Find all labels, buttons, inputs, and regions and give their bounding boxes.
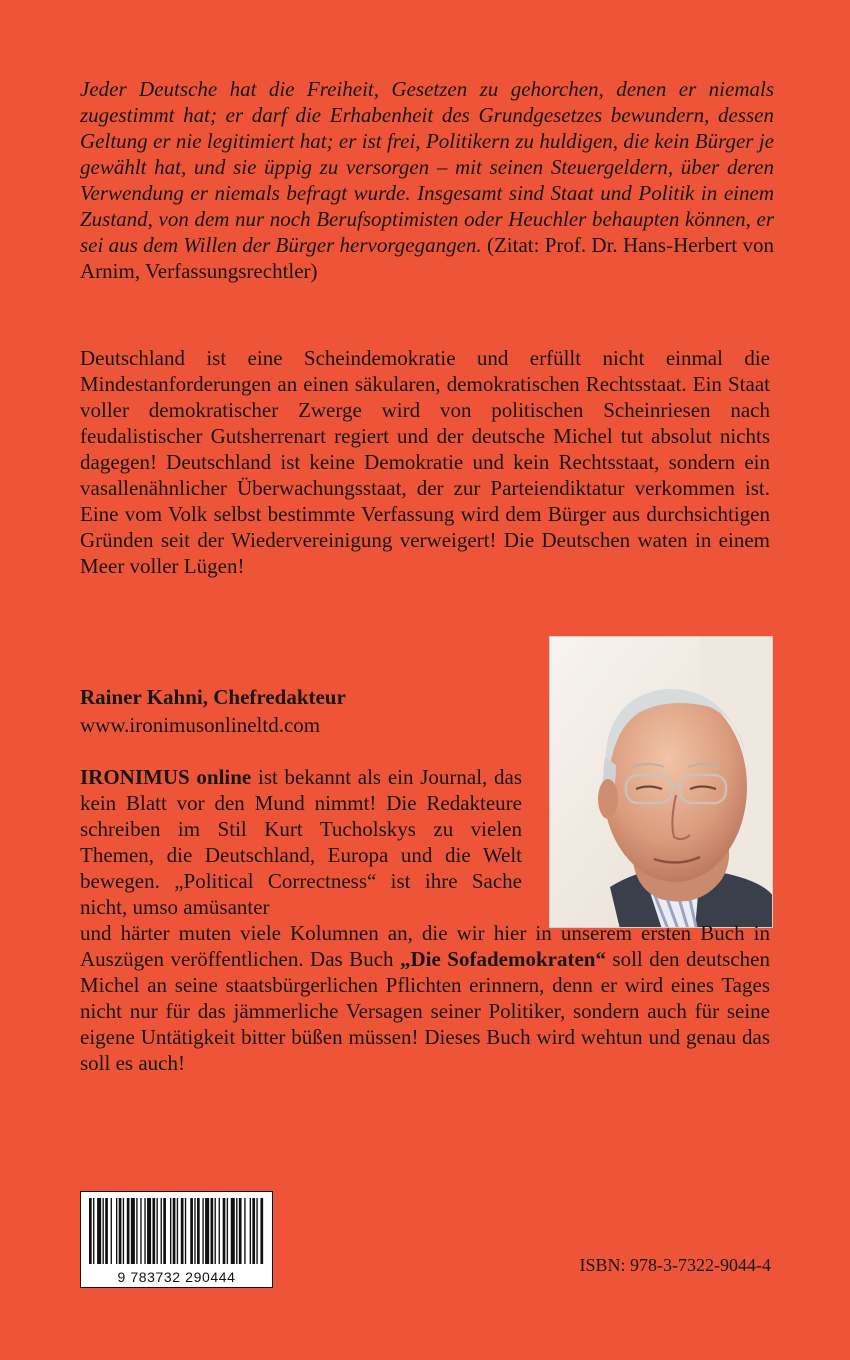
barcode-bar: [202, 1198, 203, 1264]
barcode-bar: [190, 1198, 193, 1264]
barcode-bar: [163, 1198, 166, 1264]
description-part-2: und härter muten viele Kolumnen an, die wir hier in unserem ersten Buch in Auszügen veröffentlichen. Das Buch: [80, 921, 770, 971]
isbn-number: ISBN: 978-3-7322-9044-4: [579, 1255, 771, 1275]
barcode-bar: [161, 1198, 162, 1264]
barcode-bar: [119, 1198, 122, 1264]
barcode-bar: [170, 1198, 171, 1264]
journal-description: [80, 764, 770, 1076]
barcode-bar: [215, 1198, 216, 1264]
barcode-bar: [260, 1198, 263, 1264]
barcode-bar: [250, 1198, 251, 1264]
author-name: Rainer Kahni, Chefredakteur: [80, 685, 346, 709]
quote-text: Jeder Deutsche hat die Freiheit, Gesetzen zu gehorchen, denen er niemals zugestimmt hat; er darf die Erhabenheit des Grundgesetzes bewundern, dessen Geltung er nie legitimiert hat; er ist frei, Politikern zu huldigen, die kein Bürger je gewählt hat, und sie üppig zu versorgen – mit seinen Steuergeldern, über deren Verwendung er niemals befragt wurde. Insgesamt sind Staat und Politik in einem Zustand, von dem nur noch Berufsoptimisten oder Heuchler behaupten können, er sei aus dem Willen der Bürger hervorgegangen.: [80, 77, 774, 257]
barcode-bar: [105, 1198, 108, 1264]
barcode-bar: [185, 1198, 186, 1264]
barcode-bar: [177, 1198, 178, 1264]
quote-attribution: (Zitat: Prof. Dr. Hans-Herbert von Arnim, Verfassungsrechtler): [80, 233, 775, 283]
barcode-bar: [144, 1198, 145, 1264]
description-part-1: ist bekannt als ein Journal, das kein Blatt vor den Mund nimmt! Die Redakteure schreiben im Stil Kurt Tucholskys zu vielen Themen, die Deutschland, Europa und die Welt bewegen. „Political Correctness“ ist ihre Sache nicht, umso amüsanter: [80, 765, 522, 919]
barcode-bar: [173, 1198, 176, 1264]
barcode-bar: [194, 1198, 195, 1264]
barcode-bar: [252, 1198, 255, 1264]
barcode-bar: [93, 1198, 94, 1264]
quote-block: [80, 76, 774, 284]
barcode-bar: [127, 1198, 130, 1264]
book-title: „Die Sofademokraten“: [400, 947, 606, 971]
barcode-bar: [140, 1198, 141, 1264]
intro-paragraph: Deutschland ist eine Scheindemokratie und erfüllt nicht einmal die Mindestanforderungen an einen säkularen, demokratischen Rechtsstaat. Ein Staat voller demokratischer Zwerge wird von politischen Scheinriesen nach feudalistischer Gutsherrenart regiert und der deutsche Michel tut absolut nichts dagegen! Deutschland ist keine Demokratie und kein Rechtsstaat, sondern ein vasallenähnlicher Überwachungsstaat, der zur Parteiendiktatur verkommen ist. Eine vom Volk selbst bestimmte Verfassung wird dem Bürger aus durchsichtigen Gründen seit der Wiedervereinigung verweigert! Die Deutschen waten in einem Meer voller Lügen!: [80, 346, 770, 578]
barcode-bar: [219, 1198, 220, 1264]
barcode-bar: [123, 1198, 124, 1264]
barcode-bar: [157, 1198, 158, 1264]
barcode-bar: [211, 1198, 214, 1264]
barcode-digits: 9 783732 290444: [117, 1269, 236, 1285]
barcode-bar: [223, 1198, 226, 1264]
journal-name: IRONIMUS online: [80, 765, 252, 789]
barcode-bar: [136, 1198, 137, 1264]
barcode-bar: [205, 1198, 209, 1264]
barcode: [80, 1191, 273, 1288]
author-website: www.ironimusonlineltd.com: [80, 713, 321, 737]
barcode-bar: [256, 1198, 257, 1264]
barcode-bar: [131, 1198, 135, 1264]
barcode-bar: [89, 1198, 92, 1264]
barcode-bars: [81, 1192, 272, 1267]
barcode-bar: [97, 1198, 101, 1264]
barcode-bar: [239, 1198, 242, 1264]
description-part-3: soll den deutschen Michel an seine staatsbürgerlichen Pflichten erinnern, denn er wird eines Tages nicht nur für das jämmerliche Versagen seiner Politiker, sondern auch für seine eigene Untätigkeit bitter büßen müssen! Dieses Buch wird wehtun und genau das soll es auch!: [80, 947, 770, 1075]
barcode-bar: [197, 1198, 200, 1264]
barcode-bar: [116, 1198, 117, 1264]
barcode-bar: [236, 1198, 237, 1264]
barcode-bar: [181, 1198, 184, 1264]
description-wrapped: [80, 764, 522, 920]
description-full: [80, 920, 770, 1076]
barcode-bar: [111, 1198, 112, 1264]
barcode-bar: [152, 1198, 155, 1264]
barcode-bar: [231, 1198, 235, 1264]
barcode-bar: [227, 1198, 228, 1264]
barcode-bar: [244, 1198, 245, 1264]
barcode-bar: [147, 1198, 151, 1264]
barcode-bar: [103, 1198, 104, 1264]
